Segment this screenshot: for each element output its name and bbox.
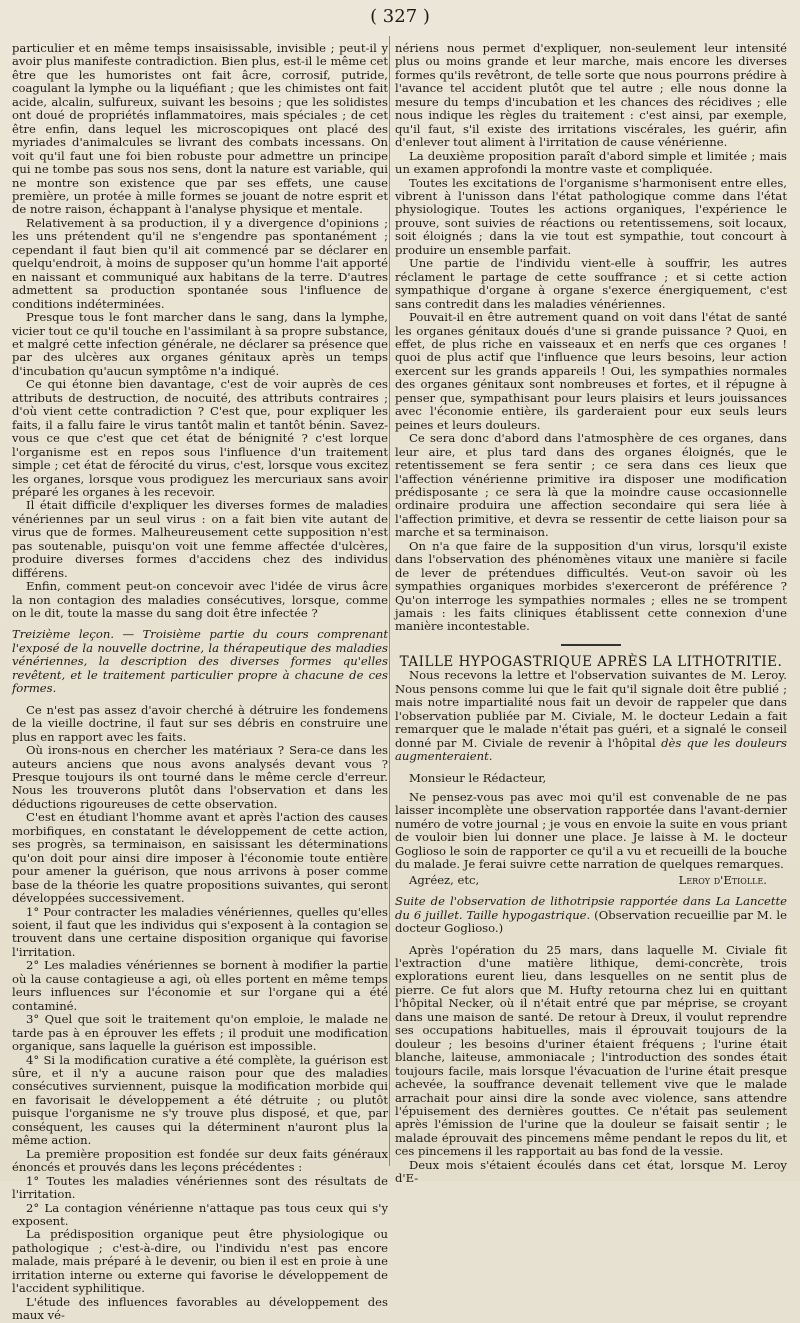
paragraph: 1° Pour contracter les maladies vénériennes, quelles qu'elles soient, il faut que les individus qui s'exposent à la contagion se trouvent dans une certaine disposition organique qui favorise l'irritation. [12,904,388,959]
paragraph: 4° Si la modification curative a été complète, la guérison est sûre, et il n'y a aucune raison pour que des maladies consécutives surviennent, puisque la modification morbide qui en favorisait le développement a été détruite ; ou plutôt puisque l'organisme ne s'y trouve plus disposé, et que, par conséquent, les causes qui la déterminent n'auront plus la même action. [12,1052,388,1148]
subheading [395,895,787,935]
paragraph: Ce sera donc d'abord dans l'atmosphère de ces organes, dans leur aire, et plus tard dans des organes éloignés, que le retentissement se fera sentir ; ce sera dans ces lieux que l'affection vénérienne primitive ira disposer une modification prédisposante ; ce sera là que la moindre cause occasionnelle ordinaire produira une affection secondaire qui sera liée à l'affection primitive, et devra se ressentir de cette liaison pour sa marche et sa terminaison. [395,431,787,540]
subheading-italic: Suite de l'observation de lithotripsie rapportée dans La Lancette du 6 juillet. Taille hypogastrique. [395,894,787,922]
paragraph: La prédisposition organique peut être physiologique ou pathologique ; c'est-à-dire, ou l'individu n'est pas encore malade, mais préparé à le devenir, ou bien il est en proie à une irritation interne ou externe qui favorise le développement de l'accident syphilitique. [12,1227,388,1296]
paragraph: Une partie de l'individu vient-elle à souffrir, les autres réclament le partage de cette souffrance ; et si cette action sympathique d'organe à organe s'exerce énergiquement, c'est sans contredit dans les maladies vénériennes. [395,256,787,311]
subheading-note: (Observation recueillie par M. le docteur Goglioso.) [395,907,787,936]
salutation: Monsieur le Rédacteur, [409,770,547,785]
paragraph: La première proposition est fondée sur deux faits généraux énoncés et prouvés dans les leçons précédentes : [12,1146,388,1175]
paragraph: 2° La contagion vénérienne n'attaque pas tous ceux qui s'y exposent. [12,1200,388,1228]
paragraph: Où irons-nous en chercher les matériaux ? Sera-ce dans les auteurs anciens que nous avons analysés devant vous ? Presque toujours ils ont tourné dans le même cercle d'erreur. Nous les trouverons plutôt dans l'observation et dans les déductions rigoureuses de cette observation. [12,743,388,811]
paragraph: Presque tous le font marcher dans le sang, dans la lymphe, vicier tout ce qu'il touche en l'assimilant à sa propre substance, et malgré cette infection générale, ne déclarer sa présence que par des ulcères aux organes génitaux après un temps d'incubation qu'aucun symptôme n'a indiqué. [12,310,388,378]
article-title: TAILLE HYPOGASTRIQUE APRÈS LA LITHOTRITIE. [399,653,783,670]
paragraph: On n'a que faire de la supposition d'un virus, lorsqu'il existe dans l'observation des phénomènes vitaux une manière si facile de lever de prétendues difficultés. Veut-on savoir où les sympathies organiques morbides s'exerceront de préférence ? Qu'on interroge les sympathies normales ; elles ne se trompent jamais : les faits cliniques établissent cette connexion d'une manière incontestable. [395,538,787,634]
paragraph: Toutes les excitations de l'organisme s'harmonisent entre elles, vibrent à l'unisson dans l'état pathologique comme dans l'état physiologique. Toutes les actions organiques, l'expérience le prouve, sont suivies de réactions ou retentissemens, soit locaux, soit éloignés ; dans la vie tout est sympathie, tout concourt à produire un ensemble parfait. [395,175,787,257]
paragraph: Ce n'est pas assez d'avoir cherché à détruire les fondemens de la vieille doctrine, il faut sur ses débris en construire une plus en rapport avec les faits. [12,702,388,744]
paragraph: Relativement à sa production, il y a divergence d'opinions ; les uns prétendent qu'il ne s'engendre pas spontanément ; cependant il faut bien qu'il ait commencé par se déclarer en quelqu'endroit, à moins de supposer qu'un homme l'ait apporté en naissant et communiqué aux habitans de la terre. D'autres admettent sa production spontanée sous l'influence de conditions indéterminées. [12,215,388,311]
paragraph: L'étude des influences favorables au développement des maux vé- [12,1294,388,1323]
paragraph: nériens nous permet d'expliquer, non-seulement leur intensité plus ou moins grande et leur marche, mais encore les diverses formes qu'ils revêtront, de telle sorte que nous pourrons prédire à l'avance tel accident plutôt que tel autre ; elle nous donne la mesure du temps d'incubation et les chances des récidives ; elle nous indique les règles du traitement : c'est ainsi, par exemple, qu'il faut, s'il existe des irritations viscérales, les guérir, afin d'enlever tout aliment à l'irritation de cause vénérienne. [395,41,787,150]
paragraph: Ne pensez-vous pas avec moi qu'il est convenable de ne pas laisser incomplète une observation rapportée dans l'avant-dernier numéro de votre journal ; je vous en envoie la suite en vous priant de vouloir bien lui donner une place. Je laisse à M. le docteur Goglioso le soin de rapporter ce qu'il a vu et recueilli de la bouche du malade. Je ferai suivre cette narration de quelques remarques. [395,790,787,872]
paragraph [395,669,787,763]
intro-italic-text: dès que les douleurs augmenteraient. [395,735,787,764]
left-column [12,42,388,1323]
paragraph: 2° Les maladies vénériennes se bornent à modifier la partie où la cause contagieuse a agi, où elles portent en même temps leurs influences sur l'économie et sur l'organe qui a été contaminé. [12,958,388,1013]
paragraph: Ce qui étonne bien davantage, c'est de voir auprès de ces attributs de destruction, de nocuité, des attributs contraires ; d'où vient cette contradiction ? C'est que, pour expliquer les faits, il a fallu faire le virus tantôt malin et tantôt bénin. Savez-vous ce que c'est que cet état de bénignité ? c'est lorque l'organisme est en repos sous l'influence d'un traitement simple ; cet état de férocité du virus, c'est, lorsque vous excitez les organes, lorsque vous prodiguez les mercuriaux sans avoir préparé les organes à les recevoir. [12,377,388,499]
paragraph: La deuxième proposition paraît d'abord simple et limitée ; mais un examen approfondi la montre vaste et compliquée. [395,148,787,177]
page-number: ( 327 ) [370,6,430,27]
paragraph: Deux mois s'étaient écoulés dans cet état, lorsque M. Leroy d'E- [395,1157,787,1186]
paragraph: Il était difficile d'expliquer les diverses formes de maladies vénériennes par un seul virus : on a fait bien vite autant de virus que de formes. Malheureusement cette supposition n'est pas soutenable, puisqu'on voit une femme affectée d'ulcères, produire diverses formes d'accidens chez des individus différens. [12,498,388,580]
paragraph: 1° Toutes les maladies vénériennes sont des résultats de l'irritation. [12,1173,388,1202]
intro-text: Nous recevons la lettre et l'observation suivantes de M. Leroy. Nous pensons comme lui que le fait qu'il signale doit être publié ; mais notre impartialité nous fait un devoir de rappeler que dans l'observation publiée par M. Civiale, M. le docteur Ledain a fait remarquer que le malade n'était pas guéri, et a signalé le conseil donné par M. Civiale de revenir à l'hôpital [395,668,787,750]
lesson-heading: Treizième leçon. — Troisième partie du cours comprenant l'exposé de la nouvelle doctrine, la thérapeutique des maladies vénériennes, la description des diverses formes qu'elles revêtent, et le traitement particulier propre à chacune de ces formes. [12,627,388,696]
paragraph: Enfin, comment peut-on concevoir avec l'idée de virus âcre la non contagion des maladies consécutives, lorsque, comme on le dit, toute la masse du sang doit être infectée ? [12,579,388,621]
paragraph: Après l'opération du 25 mars, dans laquelle M. Civiale fit l'extraction d'une matière lithique, demi-concrète, trois explorations eurent lieu, dans lesquelles on ne sentit plus de pierre. Ce fut alors que M. Hufty retourna chez lui en quittant l'hôpital Necker, où il n'était entré que par méprise, se croyant dans une maison de santé. De retour à Dreux, il voulut reprendre ses occupations habituelles, mais il éprouvait toujours de la douleur ; les besoins d'uriner étaient fréquens ; l'urine était blanche, laiteuse, ammoniacale ; l'introduction des sondes était toujours facile, mais lorsque l'évacuation de l'urine était presque achevée, la souffrance devenait tellement vive que le malade arrachait pour ainsi dire la sonde avec violence, sans attendre l'épuisement des dernières gouttes. Ce n'était pas seulement après l'émission de l'urine que la douleur se faisait sentir ; le malade éprouvait des pincemens même pendant le repos du lit, et ces pincemens il les rapportait au bas fond de la vessie. [395,942,787,1159]
signature-line [395,874,787,887]
paragraph: 3° Quel que soit le traitement qu'on emploie, le malade ne tarde pas à en éprouver les effets ; il produit une modification organique, sans laquelle la guérison est impossible. [12,1012,388,1054]
closing: Agréez, etc, [409,872,480,887]
section-divider [561,644,621,646]
paragraph: Pouvait-il en être autrement quand on voit dans l'état de santé les organes génitaux doués d'une si grande puissance ? Quoi, en effet, de plus riche en vaisseaux et en nerfs que ces organes ! quoi de plus actif que l'influence que leurs besoins, leur action exercent sur les grands appareils ! Oui, les sympathies normales des organes génitaux sont nombreuses et fortes, et il répugne à penser que, sympathisant pour leurs plaisirs et leurs jouissances avec l'économie entière, ils garderaient pour eux seuls leurs peines et leurs douleurs. [395,310,787,432]
column-rule [389,36,390,1166]
paragraph: C'est en étudiant l'homme avant et après l'action des causes morbifiques, en constatant le développement de cette action, ses progrès, sa terminaison, en saisissant les déterminations qu'on doit pour ainsi dire imposer à l'économie toute entière pour amener la guérison, que nous arrivons à poser comme base de la théorie les quatre propositions suivantes, qui seront développées successivement. [12,810,388,906]
author-signature: Leroy d'Etiolle. [678,872,767,887]
paragraph: particulier et en même temps insaisissable, invisible ; peut-il y avoir plus manifeste contradiction. Bien plus, est-il le même cet être que les humoristes ont fait âcre, corrosif, putride, coagulant la lymphe ou la liquéfiant ; que les chimistes ont fait acide, alcalin, sulfureux, suivant les besoins ; que les solidistes ont doué de propriétés inflammatoires, mais spéciales ; de cet être enfin, dans lequel les microscopiques ont placé des myriades d'animalcules se livrant des combats incessans. On voit qu'il faut une foi bien robuste pour admettre un principe qui ne tombe pas sous nos sens, dont la nature est variable, qui ne montre son existence que par ses effets, une cause première, un protée à mille formes se jouant de notre esprit et de notre raison, échappant à l'analyse physique et mentale. [12,41,388,217]
right-column [395,42,787,1186]
